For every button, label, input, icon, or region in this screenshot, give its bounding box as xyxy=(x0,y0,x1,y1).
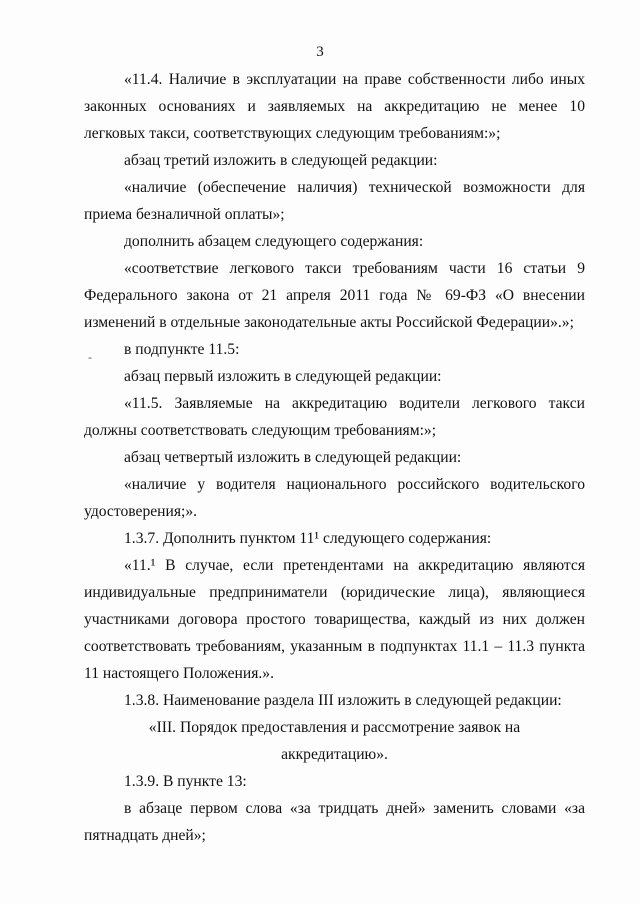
paragraph-amend-third: абзац третий изложить в следующей редакции: xyxy=(124,152,438,169)
scan-artifact: - xyxy=(88,350,92,364)
page-number: 3 xyxy=(316,44,324,60)
paragraph-1-3-9: 1.3.9. В пункте 13: xyxy=(124,773,247,790)
paragraph-federal-law: «соответствие легкового такси требованиям части 16 статьи 9 Федерального закона от 21 апреля 2011 года № 69-ФЗ «О внесении изменений в отдельные законодательные акты Российской Федерации».»; xyxy=(84,260,585,331)
paragraph-cashless: «наличие (обеспечение наличия) технической возможности для приема безналичной оплаты»; xyxy=(84,179,585,223)
paragraph-thirty-days: в абзаце первом слова «за тридцать дней» заменить словами «за пятнадцать дней»; xyxy=(84,800,585,844)
paragraph-amend-first: абзац первый изложить в следующей редакции: xyxy=(124,368,442,385)
paragraph-driver-license: «наличие у водителя национального российского водительского удостоверения;». xyxy=(84,476,585,520)
paragraph-11-1: «11.¹ В случае, если претендентами на аккредитацию являются индивидуальные предприниматели (юридические лица), являющиеся участниками договора простого товарищества, каждый из них должен соответствовать требованиям, указанным в подпунктах 11.1 – 11.3 пункта 11 настоящего Положения.». xyxy=(84,557,585,682)
paragraph-subclause-11-5: в подпункте 11.5: xyxy=(124,341,240,358)
paragraph-11-4: «11.4. Наличие в эксплуатации на праве собственности либо иных законных основаниях и заявляемых на аккредитацию не менее 10 легковых такси, соответствующих следующим требованиям:»; xyxy=(84,71,585,142)
section-title-iii: «III. Порядок предоставления и рассмотрение заявок на аккредитацию». xyxy=(148,719,521,763)
paragraph-1-3-7: 1.3.7. Дополнить пунктом 11¹ следующего содержания: xyxy=(124,530,492,547)
document-body xyxy=(84,66,585,849)
paragraph-supplement: дополнить абзацем следующего содержания: xyxy=(124,233,424,250)
paragraph-11-5: «11.5. Заявляемые на аккредитацию водители легкового такси должны соответствовать следующим требованиям:»; xyxy=(84,395,585,439)
paragraph-amend-fourth: абзац четвертый изложить в следующей редакции: xyxy=(124,449,462,466)
paragraph-1-3-8: 1.3.8. Наименование раздела III изложить в следующей редакции: xyxy=(124,692,562,709)
